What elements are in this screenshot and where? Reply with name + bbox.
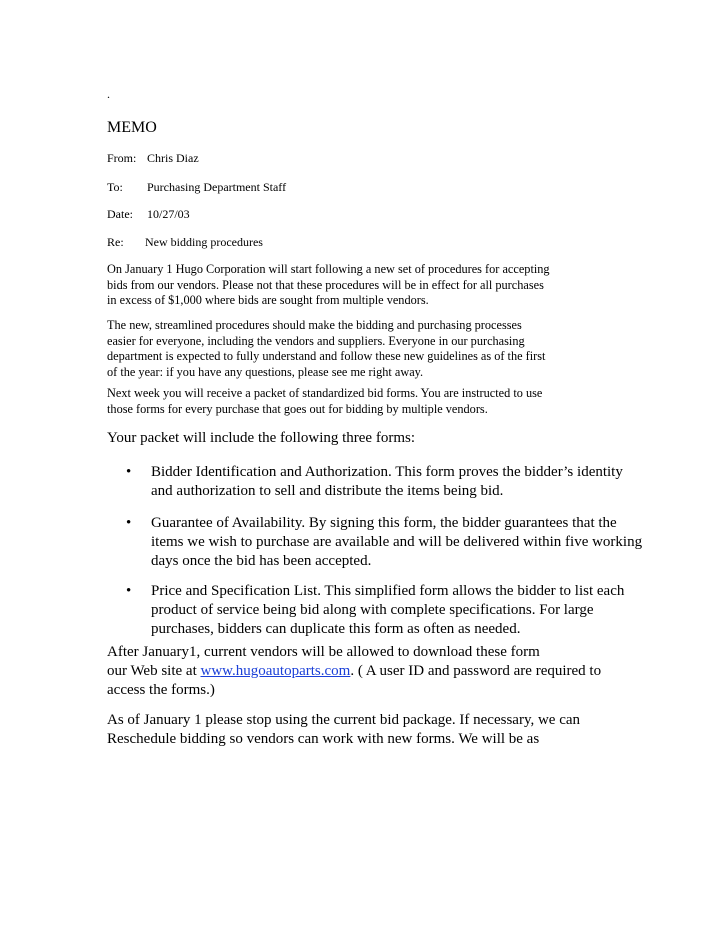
bullet-item-1: [151, 463, 623, 501]
paragraph-line: On January 1 Hugo Corporation will start following a new set of procedures for accepting: [107, 262, 550, 276]
bullet-line: days once the bid has been accepted.: [151, 553, 372, 570]
bullet-line: purchases, bidders can duplicate this form as often as needed.: [151, 621, 521, 638]
paragraph-text: our Web site at: [107, 663, 201, 680]
paragraph-text: . ( A user ID and password are required to: [350, 663, 602, 680]
paragraph-1: [107, 262, 550, 309]
paragraph-line: department is expected to fully understand and follow these new guidelines as of the first: [107, 349, 546, 364]
stray-mark: .: [107, 87, 110, 101]
paragraph-line: [107, 662, 601, 681]
paragraph-2: [107, 318, 545, 380]
paragraph-line: those forms for every purchase that goes out for bidding by multiple vendors.: [107, 401, 488, 416]
bullet-item-2: [151, 514, 642, 572]
paragraph-4: [107, 643, 601, 701]
paragraph-line: bids from our vendors. Please not that these procedures will be in effect for all purchases: [107, 277, 544, 292]
bullet-line: Price and Specification List. This simplified form allows the bidder to list each: [151, 583, 625, 599]
re-label: Re:: [107, 235, 124, 249]
paragraph-line: As of January 1 please stop using the current bid package. If necessary, we can: [107, 712, 581, 728]
paragraph-5: [107, 711, 580, 749]
bullet-item-3: [151, 582, 624, 640]
paragraph-line: of the year: if you have any questions, please see me right away.: [107, 364, 424, 379]
paragraph-line: Next week you will receive a packet of standardized bid forms. You are instructed to use: [107, 386, 543, 400]
from-label: From:: [107, 151, 137, 165]
to-label: To:: [107, 180, 123, 194]
paragraph-line: After January1, current vendors will be allowed to download these form: [107, 644, 540, 660]
website-link[interactable]: www.hugoautoparts.com: [200, 663, 351, 680]
from-value: Chris Diaz: [147, 151, 199, 165]
date-value: 10/27/03: [147, 207, 190, 221]
bullet-line: Guarantee of Availability. By signing this form, the bidder guarantees that the: [151, 515, 617, 531]
date-label: Date:: [107, 207, 133, 221]
to-value: Purchasing Department Staff: [147, 180, 287, 194]
re-value: New bidding procedures: [145, 235, 263, 249]
paragraph-line: Reschedule bidding so vendors can work with new forms. We will be as: [107, 731, 540, 748]
paragraph-line: in excess of $1,000 where bids are sought from multiple vendors.: [107, 293, 429, 308]
bullet-line: product of service being bid along with complete specifications. For large: [151, 602, 594, 619]
paragraph-3: [107, 386, 542, 417]
bullet-icon: •: [126, 515, 132, 531]
bullet-icon: •: [126, 583, 132, 599]
memo-heading: MEMO: [107, 119, 157, 136]
bullet-line: Bidder Identification and Authorization. This form proves the bidder’s identity: [151, 464, 623, 480]
paragraph-line: easier for everyone, including the vendors and suppliers. Everyone in our purchasing: [107, 333, 525, 348]
bullet-line: items we wish to purchase are available and will be delivered within five working: [151, 534, 643, 551]
bullet-icon: •: [126, 464, 132, 480]
packet-intro: Your packet will include the following three forms:: [107, 430, 415, 446]
paragraph-line: access the forms.): [107, 682, 215, 699]
paragraph-line: The new, streamlined procedures should make the bidding and purchasing processes: [107, 318, 522, 332]
bullet-line: and authorization to sell and distribute the items being bid.: [151, 483, 504, 500]
